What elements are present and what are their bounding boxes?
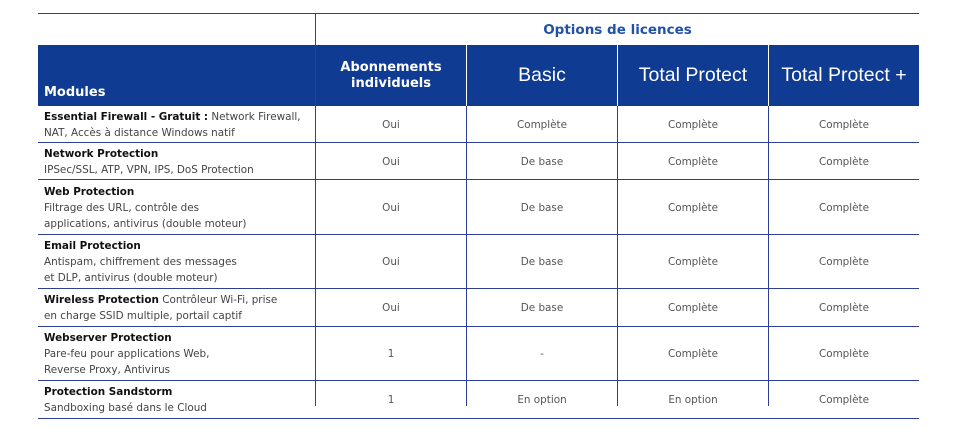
value-cell-abo: 1 [387, 348, 395, 360]
value-cell-abo: Oui [382, 256, 400, 268]
module-name: Protection Sandstorm [44, 386, 173, 398]
column-divider [768, 106, 769, 406]
value-cell-abo: Oui [382, 155, 400, 168]
module-name: Web Protection [44, 186, 135, 198]
basic-header: Basic [518, 64, 566, 86]
total-protect-header: Total Protect [638, 64, 748, 86]
module-desc: Reverse Proxy, Antivirus [44, 364, 171, 376]
modules-header: Modules [44, 85, 106, 100]
table-row [38, 180, 919, 235]
module-desc: Pare-feu pour applications Web, [44, 348, 210, 360]
module-cell [44, 384, 312, 416]
total-protect-plus-header: Total Protect + [781, 64, 907, 86]
value-cell-tp: Complète [667, 348, 719, 360]
value-cell-tp: Complète [667, 118, 719, 131]
module-cell [44, 146, 312, 178]
header-divider [617, 45, 618, 106]
module-cell [44, 109, 312, 141]
module-desc: Filtrage des URL, contrôle des [44, 202, 200, 214]
module-cell [44, 292, 312, 324]
module-desc: et DLP, antivirus (double moteur) [44, 272, 218, 284]
value-cell-tp: Complète [667, 201, 719, 214]
value-cell-basic: De base [520, 155, 564, 168]
value-cell-basic: - [540, 348, 544, 360]
abonnements-header [316, 45, 466, 106]
value-cell-abo: 1 [387, 394, 395, 406]
module-desc: NAT, Accès à distance Windows natif [44, 127, 235, 139]
value-cell-tp: En option [668, 394, 718, 406]
abonnements-header-line1: Abonnements [340, 59, 442, 75]
table-row [38, 106, 919, 143]
module-desc: IPSec/SSL, ATP, VPN, IPS, DoS Protection [44, 164, 254, 176]
module-cell [44, 238, 312, 286]
column-divider [617, 106, 618, 406]
table-row [38, 381, 919, 419]
abonnements-header-line2: individuels [351, 75, 431, 91]
value-cell-basic: De base [520, 256, 564, 268]
value-cell-basic: De base [520, 302, 564, 314]
module-desc: Sandboxing basé dans le Cloud [44, 402, 207, 414]
value-cell-basic: En option [517, 394, 567, 406]
module-name: Network Protection [44, 148, 159, 160]
module-cell [44, 330, 312, 378]
value-cell-abo: Oui [382, 302, 400, 314]
column-divider [466, 106, 467, 406]
value-cell-tpp: Complète [818, 201, 870, 214]
module-name: Email Protection [44, 240, 141, 252]
table-row [38, 235, 919, 289]
header-divider [466, 45, 467, 106]
table-row [38, 327, 919, 381]
value-cell-abo: Oui [382, 201, 400, 214]
value-cell-tpp: Complète [818, 394, 870, 406]
module-name: Essential Firewall - Gratuit : [44, 111, 209, 123]
module-desc: Network Firewall, [208, 111, 301, 123]
module-cell [44, 184, 312, 232]
table-row [38, 289, 919, 327]
value-cell-basic: De base [520, 201, 564, 214]
value-cell-abo: Oui [382, 118, 400, 131]
value-cell-tp: Complète [667, 302, 719, 314]
options-title: Options de licences [543, 21, 692, 38]
module-desc: en charge SSID multiple, portail captif [44, 310, 242, 322]
value-cell-tp: Complète [667, 256, 719, 268]
module-desc: Contrôleur Wi-Fi, prise [158, 294, 278, 306]
value-cell-tpp: Complète [818, 118, 870, 131]
value-cell-tp: Complète [667, 155, 719, 168]
module-name: Webserver Protection [44, 332, 172, 344]
row-divider [38, 418, 919, 419]
table-row [38, 143, 919, 180]
value-cell-tpp: Complète [818, 256, 870, 268]
module-name: Wireless Protection [44, 294, 159, 306]
module-desc: applications, antivirus (double moteur) [44, 218, 247, 230]
column-divider [315, 13, 316, 406]
value-cell-tpp: Complète [818, 155, 870, 168]
value-cell-basic: Complète [516, 118, 568, 131]
value-cell-tpp: Complète [818, 302, 870, 314]
value-cell-tpp: Complète [818, 348, 870, 360]
module-desc: Antispam, chiffrement des messages [44, 256, 237, 268]
header-divider [768, 45, 769, 106]
